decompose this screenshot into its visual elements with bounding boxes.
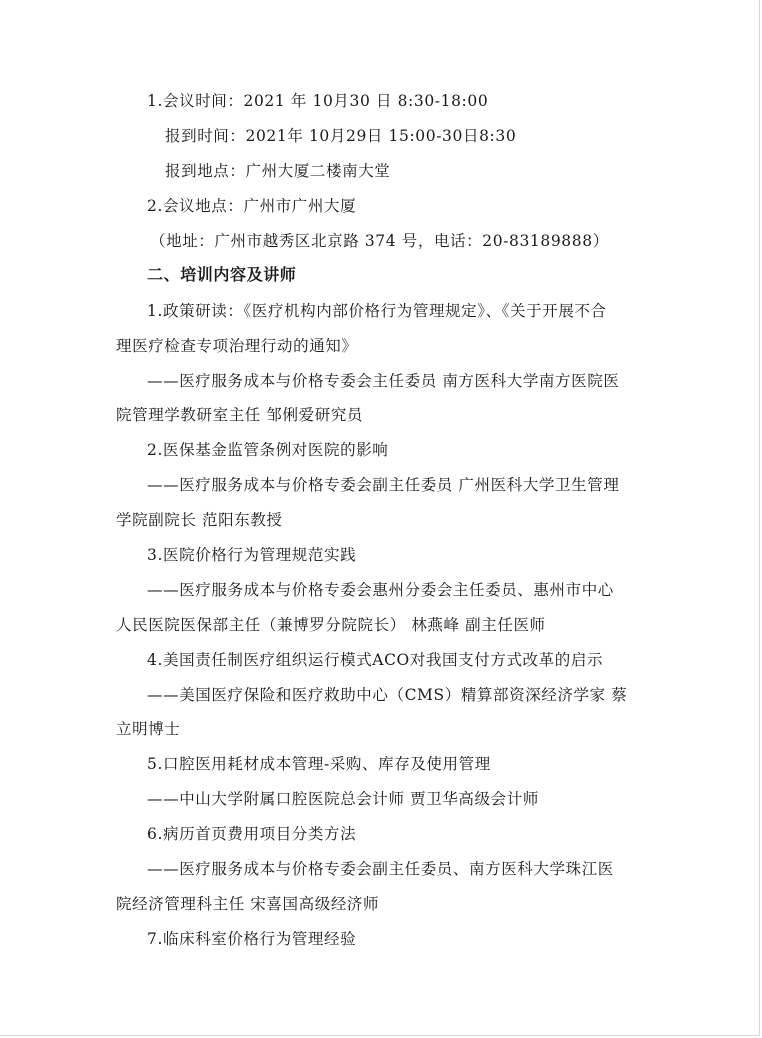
topic-1-title-line-2: 理医疗检查专项治理行动的通知》 <box>116 337 358 355</box>
topic-2-speaker-line-1: ——医疗服务成本与价格专委会副主任委员 广州医科大学卫生管理 <box>147 476 620 494</box>
topic-5-title: 5.口腔医用耗材成本管理-采购、库存及使用管理 <box>147 755 491 773</box>
topic-7-title: 7.临床科室价格行为管理经验 <box>147 930 357 948</box>
topic-1-speaker-line-2: 院管理学教研室主任 邹俐爱研究员 <box>116 406 364 424</box>
topic-5-speaker-line-1: ——中山大学附属口腔医院总会计师 贾卫华高级会计师 <box>147 790 539 808</box>
section-heading: 二、培训内容及讲师 <box>147 265 297 284</box>
topic-4-speaker-line-2: 立明博士 <box>116 720 181 738</box>
topic-4-speaker-line-1: ——美国医疗保险和医疗救助中心（CMS）精算部资深经济学家 蔡 <box>147 686 628 704</box>
topic-3-speaker-line-1: ——医疗服务成本与价格专委会惠州分委会主任委员、惠州市中心 <box>147 581 614 599</box>
topic-3-speaker-line-2: 人民医院医保部主任（兼博罗分院院长） 林燕峰 副主任医师 <box>116 616 546 634</box>
topic-1-speaker-line-1: ——医疗服务成本与价格专委会主任委员 南方医科大学南方医院医 <box>147 372 620 390</box>
topic-2-title: 2.医保基金监管条例对医院的影响 <box>147 441 389 459</box>
topic-6-speaker-line-2: 院经济管理科主任 宋喜国高级经济师 <box>116 895 380 913</box>
topic-1-title-line-1: 1.政策研读：《医疗机构内部价格行为管理规定》、《关于开展不合 <box>147 302 607 320</box>
topic-2-speaker-line-2: 学院副院长 范阳东教授 <box>116 511 283 529</box>
topic-6-speaker-line-1: ——医疗服务成本与价格专委会副主任委员、南方医科大学珠江医 <box>147 860 614 878</box>
topic-3-title: 3.医院价格行为管理规范实践 <box>147 546 357 564</box>
venue-line: 2.会议地点：广州市广州大厦 <box>147 197 357 215</box>
checkin-place-line: 报到地点：广州大厦二楼南大堂 <box>165 162 391 180</box>
address-line: （地址：广州市越秀区北京路 374 号，电话：20-83189888） <box>150 232 609 250</box>
meeting-time-line: 1.会议时间：2021 年 10月30 日 8:30-18:00 <box>147 92 489 110</box>
topic-6-title: 6.病历首页费用项目分类方法 <box>147 825 357 843</box>
checkin-time-line: 报到时间：2021年 10月29日 15:00-30日8:30 <box>165 127 517 145</box>
topic-4-title: 4.美国责任制医疗组织运行模式ACO对我国支付方式改革的启示 <box>147 651 604 669</box>
